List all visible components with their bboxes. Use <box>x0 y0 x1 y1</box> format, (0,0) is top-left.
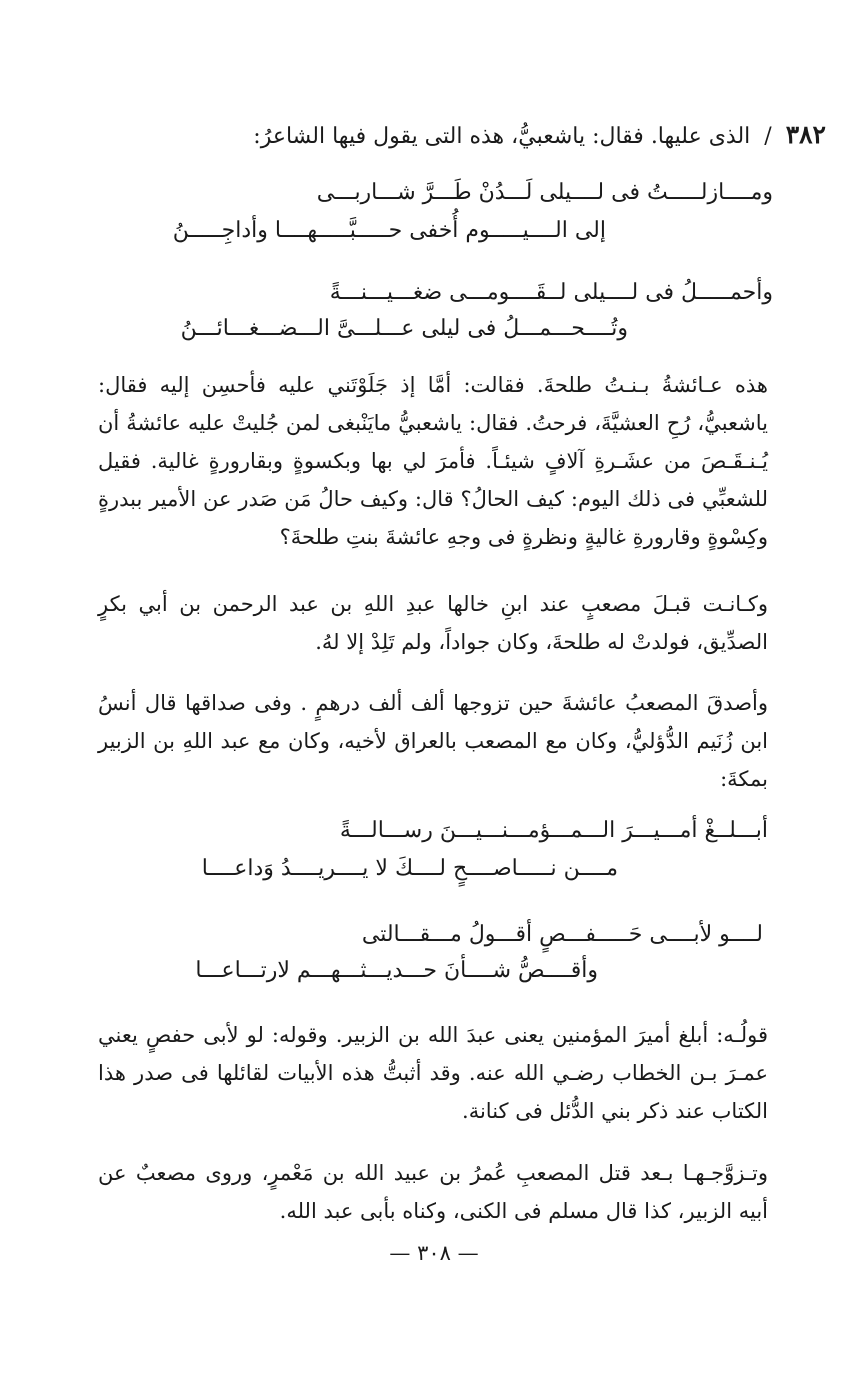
page-header <box>46 118 826 154</box>
paragraph-4: قولُـه: أبلغ أميرَ المؤمنين يعنى عبدَ الله بن الزبير. وقوله: لو لأبى حفصٍ يعني عمـرَ بـن الخطاب رضـي الله عنه. وقد أثبتُّ هذه الأبيات لقائلها فى صدر هذا الكتاب عند ذكر بني الدُّئل فى كنانة. <box>98 1023 768 1123</box>
paragraph-5: وتـزوَّجـهـا بـعد قتل المصعبِ عُمرُ بن عبيد الله بن مَعْمرٍ، وروى مصعبٌ عن أبيه الزبير، كذا قال مسلم فى الكنى، وكناه بأبى عبد الله. <box>98 1161 768 1223</box>
poem1-line-4: وتُــــحـــمـــلُ فى ليلى عـــلـــىَّ الـــضـــغـــائـــنُ <box>180 316 628 341</box>
header-separator: / <box>764 124 772 149</box>
poem1-line-2: إلى الــــيـــــوم أُخفى حـــــبَّـــــهــــا وأداجِـــــنُ <box>172 218 606 243</box>
paragraph-3: وأصدقَ المصعبُ عائشةَ حين تزوجها ألف ألف درهمٍ . وفى صداقها قال أنسُ ابن زُنَيم الدُّؤليُّ، وكان مع المصعب بالعراق لأخيه، وكان مع عبد اللهِ بن الزبير بمكةَ: <box>98 691 768 791</box>
paragraph-1: هذه عـائشةُ بـنـتُ طلحةَ. فقالت: أمَّا إذ جَلَوْتَني عليه فأحسِن إليه فقال: ياشعبيُّ، رُحِ العشيَّةَ، فرحتُ. فقال: ياشعبيُّ مايَنْبغى لمن جُليتْ عليه عائشةُ أن يُـنـقَـصَ من عشَـرةِ آلافٍ شيئـاً. فأمرَ لي بها وبكسوةٍ وبقارورةٍ غالية. فقيل للشعبِّي فى ذلك اليوم: كيف الحالُ؟ قال: وكيف حالُ مَن صَدر عن الأمير ببدرةٍ وكِسْوةٍ وقارورةِ غاليةٍ ونظرةٍ فى وجهِ عائشةَ بنتِ طلحةَ؟ <box>98 373 768 549</box>
poem2-line-3: لــــو لأبــــى حَـــــفـــصٍ أقـــولُ مـــقـــالتى <box>361 922 763 947</box>
poem1-line-1: ومــــازلـــــتُ فى لــــيلى لَـــدُنْ طَـــرَّ شـــاربـــى <box>316 180 773 205</box>
page-number: ٣٨٢ <box>785 120 826 149</box>
page-footer-number: — ٣٠٨ — <box>389 1241 479 1265</box>
paragraph-2: وكـانـت قبـلَ مصعبٍ عند ابنِ خالها عبدِ اللهِ بن عبد الرحمن بن أبي بكرٍ الصدِّيق، فولدتْ له طلحةَ، وكان جواداً، ولم تَلِدْ إلا لهُ. <box>98 592 768 654</box>
poem2-line-1: أبـــلــغْ أمـــيـــرَ الـــمـــؤمـــنـــيـــنَ رســـالـــةً <box>339 818 768 843</box>
poem1-line-3: وأحمـــــلُ فى لــــيلى لــقَــــومـــى ضغـــيـــنـــةً <box>329 280 773 305</box>
header-text: الذى عليها. فقال: ياشعبيُّ، هذه التى يقول فيها الشاعرُ: <box>253 124 751 149</box>
poem2-line-2: مــــن نـــــاصــــحٍ لــــكَ لا يــــريــــدُ وَداعــــا <box>201 856 618 881</box>
poem2-line-4: وأقــــصُّ شــــأنَ حـــديـــثـــهـــم لارتـــاعـــا <box>195 958 598 983</box>
